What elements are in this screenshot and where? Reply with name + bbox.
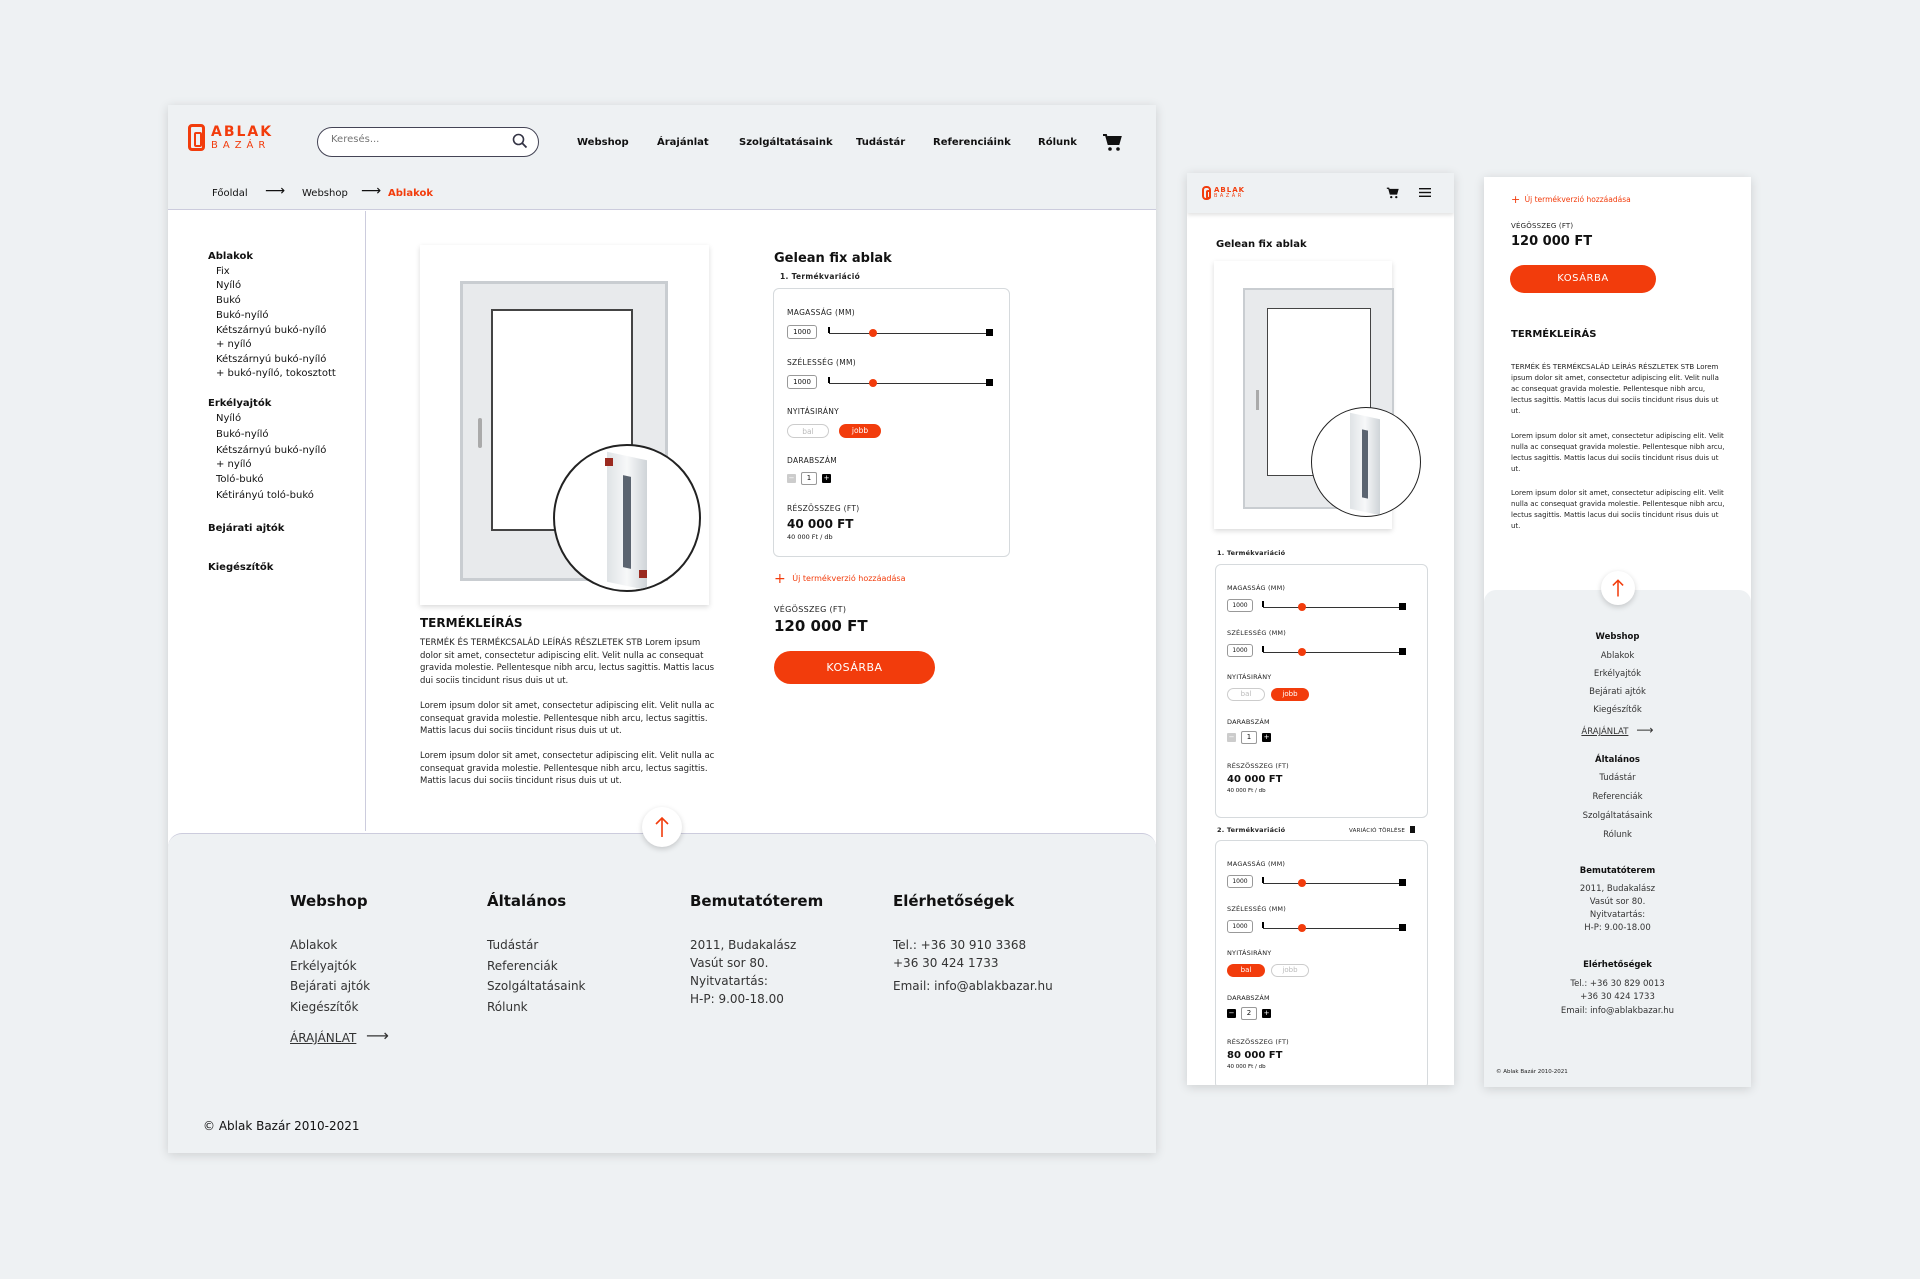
slider-handle[interactable] [1298, 648, 1306, 656]
quantity-value[interactable]: 1 [1241, 731, 1257, 744]
footer-quote-link[interactable] [1484, 723, 1751, 737]
logo-mark-icon [188, 124, 205, 151]
window-handle-icon [1256, 390, 1259, 410]
height-slider[interactable] [829, 333, 993, 334]
description-paragraph: Lorem ipsum dolor sit amet, consectetur adipiscing elit. Velit nulla ac consequat gravida molestie. Pellentesque nibh arcu, lectus sagittis. Mattis lacus dui sociis tincidunt risus duis ut ut. [1511, 432, 1725, 473]
footer-quote-link[interactable]: ÁRAJÁNLAT [290, 1031, 357, 1045]
variation-label: 1. Termékvariáció [780, 272, 861, 281]
nav-szolgaltatasaink[interactable]: Szolgáltatásaink [739, 137, 833, 148]
width-slider[interactable] [829, 383, 993, 384]
subcategory-item[interactable]: Kétszárnyú bukó-nyíló [216, 445, 327, 456]
description-heading: TERMÉKLEÍRÁS [1511, 329, 1597, 340]
plus-icon[interactable]: + [1263, 733, 1270, 741]
subtotal-label: RÉSZÖSSZEG (FT) [787, 504, 860, 513]
subcategory-item[interactable]: Kétszárnyú bukó-nyíló [216, 354, 327, 365]
total-value: 120 000 FT [774, 617, 868, 635]
height-slider[interactable] [1263, 883, 1406, 884]
footer-text: Nyitvatartás: [1589, 910, 1646, 920]
search-input[interactable] [331, 134, 501, 145]
logo-text-bottom: BAZÁR [211, 139, 271, 151]
footer-phone[interactable]: Tel.: +36 30 910 3368 [893, 938, 1027, 952]
unit-price: 40 000 Ft / db [787, 533, 833, 541]
description-heading: TERMÉKLEÍRÁS [420, 616, 523, 630]
height-input[interactable]: 1000 [1227, 875, 1253, 888]
footer-link[interactable]: Kiegészítők [1593, 705, 1642, 715]
logo[interactable] [1202, 186, 1245, 200]
footer-text: H-P: 9.00-18.00 [1584, 923, 1651, 933]
variation-label: 1. Termékvariáció [1217, 549, 1286, 557]
plus-icon: + [774, 571, 786, 587]
arrow-up-icon [1601, 571, 1635, 605]
variation-card [1215, 564, 1428, 818]
footer-phone[interactable]: +36 30 424 1733 [893, 956, 999, 970]
total-label: VÉGÖSSZEG (FT) [774, 605, 847, 614]
breadcrumb [168, 173, 1156, 210]
subcategory-item[interactable]: Bukó [216, 295, 241, 306]
category-bejarati-ajtok[interactable]: Bejárati ajtók [208, 523, 285, 534]
footer-link[interactable]: Szolgáltatásaink [1582, 811, 1653, 821]
logo-mark-icon [1202, 186, 1211, 200]
width-slider[interactable] [1263, 928, 1406, 929]
add-variation-label: Új termékverzió hozzáadása [1524, 195, 1631, 204]
search-icon[interactable] [512, 133, 528, 149]
width-input[interactable]: 1000 [1227, 920, 1253, 933]
quantity-stepper [1227, 1007, 1271, 1020]
minus-icon[interactable]: − [1228, 733, 1235, 741]
trash-icon [1410, 826, 1415, 833]
footer-email[interactable]: Email: info@ablakbazar.hu [893, 979, 1053, 993]
product-title: Gelean fix ablak [774, 251, 892, 266]
subcategory-item-cont[interactable]: + nyíló [216, 459, 252, 470]
add-to-cart-button[interactable]: KOSÁRBA [774, 651, 935, 684]
description-paragraph: Lorem ipsum dolor sit amet, consectetur adipiscing elit. Velit nulla ac consequat gravida molestie. Pellentesque nibh arcu, lectus sagittis. Mattis lacus dui sociis tincidunt risus duis ut ut. [420, 701, 715, 736]
category-kiegeszitok[interactable]: Kiegészítők [208, 562, 274, 573]
footer-text: H-P: 9.00-18.00 [690, 992, 784, 1006]
logo-text-bottom: BAZÁR [1214, 193, 1244, 199]
direction-label: NYITÁSIRÁNY [1227, 673, 1272, 681]
footer-link[interactable]: Kiegészítők [290, 1000, 359, 1014]
profile-detail-icon [1311, 407, 1421, 517]
quantity-stepper [1227, 731, 1271, 744]
height-label: MAGASSÁG (MM) [1227, 860, 1286, 868]
height-input[interactable]: 1000 [1227, 599, 1253, 612]
logo[interactable] [188, 124, 273, 151]
width-label: SZÉLESSÉG (MM) [1227, 905, 1286, 913]
subtotal-value: 40 000 FT [1227, 774, 1283, 785]
width-label: SZÉLESSÉG (MM) [787, 358, 857, 367]
subcategory-item-cont[interactable]: + nyíló [216, 339, 252, 350]
footer-contact-title: Elérhetőségek [893, 892, 1015, 910]
slider-handle[interactable] [869, 379, 877, 387]
footer-text: Vasút sor 80. [1589, 897, 1646, 907]
breadcrumb-home[interactable]: Főoldal [212, 188, 248, 199]
description-paragraph: TERMÉK ÉS TERMÉKCSALÁD LEÍRÁS RÉSZLETEK STB Lorem ipsum dolor sit amet, consectetur adipiscing elit. Velit nulla ac consequat gravida molestie. Pellentesque nibh arcu, lectus sagittis. Mattis lacus dui sociis tincidunt risus duis ut ut. [420, 638, 715, 686]
height-label: MAGASSÁG (MM) [787, 308, 855, 317]
add-variation-link[interactable] [774, 571, 905, 587]
width-label: SZÉLESSÉG (MM) [1227, 629, 1286, 637]
breadcrumb-arrow-icon: ⟶ [361, 183, 382, 199]
subcategory-item[interactable]: Kétszárnyú bukó-nyíló [216, 325, 327, 336]
copyright: © Ablak Bazár 2010-2021 [203, 1119, 360, 1133]
minus-icon[interactable]: − [788, 474, 795, 482]
footer-showroom-title: Bemutatóterem [690, 892, 824, 910]
footer-text: 2011, Budakalász [1579, 884, 1656, 894]
quantity-value[interactable]: 1 [801, 472, 817, 485]
footer-contact-title: Elérhetőségek [1583, 960, 1652, 970]
subcategory-item[interactable]: Bukó-nyíló [216, 429, 269, 440]
header [168, 105, 1156, 173]
category-ablakok[interactable]: Ablakok [208, 251, 253, 262]
delete-variation-label: VARIÁCIÓ TÖRLÉSE [1349, 828, 1406, 834]
footer-link[interactable]: Bejárati ajtók [290, 979, 371, 993]
footer-text: 2011, Budakalász [690, 938, 797, 952]
slider-handle[interactable] [1298, 603, 1306, 611]
direction-left-toggle[interactable]: bal [787, 424, 829, 438]
breadcrumb-webshop[interactable]: Webshop [302, 188, 348, 199]
nav-referenciaink[interactable]: Referenciáink [933, 137, 1011, 148]
height-label: MAGASSÁG (MM) [1227, 584, 1286, 592]
unit-price: 40 000 Ft / db [1227, 1064, 1266, 1070]
variation-card [773, 288, 1010, 557]
width-input[interactable]: 1000 [787, 375, 817, 389]
subcategory-item[interactable]: Nyíló [216, 413, 242, 424]
footer-phone[interactable]: Tel.: +36 30 829 0013 [1570, 979, 1665, 989]
footer-link[interactable]: Referenciák [1592, 792, 1643, 802]
plus-icon[interactable]: + [823, 474, 830, 482]
footer-text: Vasút sor 80. [690, 956, 769, 970]
product-title: Gelean fix ablak [1216, 239, 1307, 250]
category-erkelyajtok[interactable]: Erkélyajtók [208, 398, 272, 409]
footer-showroom-title: Bemutatóterem [1579, 866, 1656, 876]
variation2-card [1215, 840, 1428, 1085]
description-paragraph: TERMÉK ÉS TERMÉKCSALÁD LEÍRÁS RÉSZLETEK STB Lorem ipsum dolor sit amet, consectetur adipiscing elit. Velit nulla ac consequat gravida molestie. Pellentesque nibh arcu, lectus sagittis. Mattis lacus dui sociis tincidunt risus duis ut ut. [1511, 363, 1719, 415]
direction-label: NYITÁSIRÁNY [787, 407, 840, 416]
footer-general-title: Általános [487, 892, 567, 910]
footer-phone[interactable]: +36 30 424 1733 [1580, 992, 1655, 1002]
direction-right-toggle[interactable]: jobb [1271, 964, 1309, 977]
footer-email[interactable]: Email: info@ablakbazar.hu [1560, 1006, 1675, 1016]
footer-webshop-title: Webshop [290, 892, 368, 910]
window-handle-icon [478, 418, 482, 448]
quantity-label: DARABSZÁM [787, 456, 838, 465]
breadcrumb-arrow-icon: ⟶ [265, 183, 286, 199]
footer-webshop-title: Webshop [1595, 632, 1640, 642]
width-input[interactable]: 1000 [1227, 644, 1253, 657]
add-variation-link[interactable] [1511, 193, 1631, 206]
search-bar[interactable] [317, 127, 539, 157]
arrow-right-icon: ⟶ [366, 1026, 389, 1045]
footer-quote-label: ÁRAJÁNLAT [1581, 727, 1629, 737]
nav-webshop[interactable]: Webshop [577, 137, 629, 148]
product-image [1214, 261, 1392, 529]
subtotal-label: RÉSZÖSSZEG (FT) [1227, 1038, 1289, 1046]
footer-link[interactable]: Szolgáltatásaink [487, 979, 586, 993]
description-paragraph: Lorem ipsum dolor sit amet, consectetur adipiscing elit. Velit nulla ac consequat gravida molestie. Pellentesque nibh arcu, lectus sagittis. Mattis lacus dui sociis tincidunt risus duis ut ut. [420, 751, 715, 786]
product-image [420, 245, 709, 605]
direction-left-toggle[interactable]: bal [1227, 964, 1265, 977]
category-sidebar [168, 211, 366, 831]
width-slider[interactable] [1263, 652, 1406, 653]
plus-icon[interactable]: + [1263, 1009, 1270, 1017]
footer-link[interactable]: Tudástár [487, 938, 539, 952]
arrow-up-icon [642, 807, 682, 847]
variation2-label: 2. Termékvariáció [1217, 826, 1286, 834]
footer-link[interactable]: Bejárati ajtók [1589, 687, 1646, 697]
footer-link[interactable]: Erkélyajtók [1593, 669, 1642, 679]
height-input[interactable]: 1000 [787, 325, 817, 339]
subtotal-value: 40 000 FT [787, 517, 854, 531]
subtotal-label: RÉSZÖSSZEG (FT) [1227, 762, 1289, 770]
breadcrumb-current: Ablakok [388, 188, 433, 199]
footer-link[interactable]: Ablakok [1600, 651, 1635, 661]
desktop-view [168, 105, 1156, 1153]
mobile-footer [1484, 590, 1751, 1087]
description-paragraph: Lorem ipsum dolor sit amet, consectetur adipiscing elit. Velit nulla ac consequat gravida molestie. Pellentesque nibh arcu, lectus sagittis. Mattis lacus dui sociis tincidunt risus duis ut ut. [1511, 489, 1725, 530]
cart-icon[interactable] [1102, 133, 1122, 152]
profile-detail-icon [553, 444, 701, 592]
footer-general-title: Általános [1595, 755, 1640, 765]
subtotal-value: 80 000 FT [1227, 1050, 1283, 1061]
footer-text: Nyitvatartás: [690, 974, 768, 988]
menu-icon[interactable] [1419, 188, 1431, 197]
delete-variation-link[interactable] [1349, 826, 1415, 834]
add-variation-label: Új termékverzió hozzáadása [792, 574, 906, 583]
quantity-stepper [787, 472, 831, 485]
copyright: © Ablak Bazár 2010-2021 [1496, 1069, 1568, 1075]
subcategory-item-cont[interactable]: + bukó-nyíló, tokosztott [216, 368, 336, 379]
mobile-header [1187, 173, 1454, 213]
quantity-label: DARABSZÁM [1227, 718, 1270, 726]
footer-link[interactable]: Erkélyajtók [290, 959, 357, 973]
direction-left-toggle[interactable]: bal [1227, 688, 1265, 701]
mobile-product-view [1187, 173, 1454, 1085]
arrow-right-icon: ⟶ [1636, 723, 1654, 737]
unit-price: 40 000 Ft / db [1227, 788, 1266, 794]
subcategory-item[interactable]: Toló-bukó [216, 474, 264, 485]
direction-right-toggle[interactable]: jobb [839, 424, 881, 438]
back-to-top-button[interactable] [1601, 571, 1635, 605]
footer-link[interactable]: Rólunk [487, 1000, 528, 1014]
nav-rolunk[interactable]: Rólunk [1038, 137, 1077, 148]
height-slider[interactable] [1263, 607, 1406, 608]
cart-icon[interactable] [1386, 187, 1399, 199]
total-label: VÉGÖSSZEG (FT) [1511, 222, 1574, 230]
nav-tudastar[interactable]: Tudástár [856, 137, 906, 148]
footer-link[interactable]: Rólunk [1603, 830, 1632, 840]
footer-link[interactable]: Ablakok [290, 938, 338, 952]
slider-handle[interactable] [869, 329, 877, 337]
logo-text-top: ABLAK [1214, 186, 1246, 194]
logo-text-top: ABLAK [211, 123, 274, 140]
quantity-label: DARABSZÁM [1227, 994, 1270, 1002]
subcategory-item[interactable]: Kétirányú toló-bukó [216, 490, 314, 501]
subcategory-item[interactable]: Bukó-nyíló [216, 310, 269, 321]
add-to-cart-button[interactable]: KOSÁRBA [1510, 265, 1656, 293]
mobile-cart-footer-view [1484, 177, 1751, 1087]
subcategory-fix[interactable]: Fix [216, 266, 230, 277]
slider-handle[interactable] [1298, 879, 1306, 887]
total-value: 120 000 FT [1511, 234, 1593, 249]
subcategory-item[interactable]: Nyíló [216, 280, 242, 291]
direction-label: NYITÁSIRÁNY [1227, 949, 1272, 957]
quantity-value[interactable]: 2 [1241, 1007, 1257, 1020]
slider-handle[interactable] [1298, 924, 1306, 932]
back-to-top-button[interactable] [642, 807, 682, 847]
nav-arajanlat[interactable]: Árajánlat [657, 137, 709, 148]
plus-icon: + [1511, 193, 1521, 206]
footer [168, 833, 1156, 1153]
direction-right-toggle[interactable]: jobb [1271, 688, 1309, 701]
footer-link[interactable]: Referenciák [487, 959, 558, 973]
minus-icon[interactable]: − [1228, 1009, 1235, 1017]
footer-link[interactable]: Tudástár [1599, 773, 1636, 783]
